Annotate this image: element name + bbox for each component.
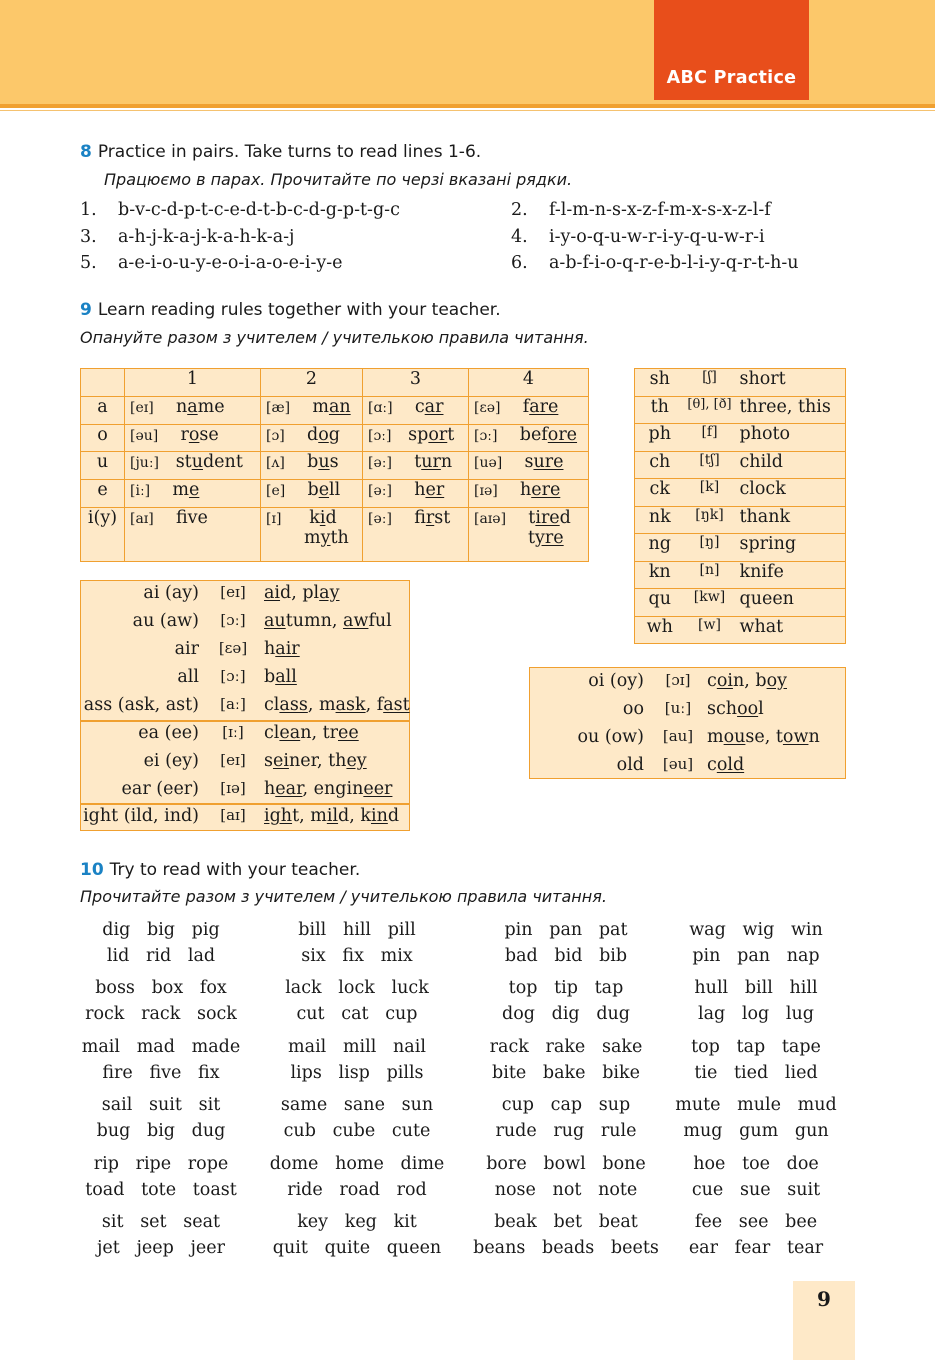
word-group: mute mule mud mug gum gun [675,1095,837,1141]
table-row [635,616,846,644]
rule-cell: [æ] man [261,396,363,424]
word-group: bore bowl bone nose not note [486,1154,646,1200]
table-row: oi (oy) [ɔɪ] coin, boy [588,671,787,691]
table-row: ai (ay) [eɪ] aid, play [143,583,340,603]
word-group: sit set seat jet jeep jeer [96,1212,226,1258]
digraph: ck [635,479,685,507]
example: spring [735,534,846,562]
table-row [635,451,846,479]
letter-combinations-table [80,580,410,831]
table-row [635,424,846,452]
table-row: ass (ask, ast) [aː] class, mask, fast [83,695,410,715]
example: short [735,369,846,397]
rule-cell: [əː] first [363,507,469,561]
rule-cell: [aɪ] five [125,507,261,561]
table-row [81,396,589,424]
table-row: oo [uː] school [622,699,764,719]
table-row [81,424,589,452]
rule-cell: [juː] student [125,452,261,480]
sound: [ʃ] [685,369,735,397]
digraph: ng [635,534,685,562]
table-row [635,479,846,507]
vowel-letter: e [81,480,125,508]
word-group: rip ripe rope toad tote toast [85,1154,237,1200]
rule-cell: [əː] turn [363,452,469,480]
word-group: hoe toe doe cue sue suit [691,1154,821,1200]
consonant-rules-table [634,368,846,644]
rule-cell: [iː] me [125,480,261,508]
task-10-subtitle: Прочитайте разом з учителем / учителькою правила читання. [80,887,607,906]
word-group: mail mill nail lips lisp pills [288,1037,426,1083]
sound: [w] [685,616,735,644]
table-row: air [ɛə] hair [174,639,300,659]
example: photo [735,424,846,452]
example: child [735,451,846,479]
table-row: au (aw) [ɔː] autumn, awful [132,611,392,631]
vowel-letter: a [81,396,125,424]
example: three, this [735,396,846,424]
rule-cell: [uə] sure [469,452,589,480]
rule-cell: [ɑː] car [363,396,469,424]
table-row: ight (ild, ind) [aɪ] ight, mild, kind [83,806,400,826]
task-text: Learn reading rules together with your teacher. [97,300,501,320]
word-group: same sane sun cub cube cute [280,1095,434,1141]
vowel-rules-table [80,368,589,562]
digraph: ph [635,424,685,452]
task-number: 8 [80,142,92,162]
rule-cell: [aɪə] tired tyre [469,507,589,561]
digraph: sh [635,369,685,397]
table-row: ou (ow) [au] mouse, town [577,727,820,747]
letter-line: 1. b-v-c-d-p-t-c-e-d-t-b-c-d-g-p-t-g-c [80,200,400,220]
word-group: boss box fox rock rack sock [85,978,237,1024]
digraph: th [635,396,685,424]
table-row: all [ɔː] ball [177,667,297,687]
rule-cell: [ɔ] dog [261,424,363,452]
word-group: rack rake sake bite bake bike [489,1037,643,1083]
sound: [tʃ] [685,451,735,479]
task-8-title [80,142,481,162]
rule-cell: [ɪ] kid myth [261,507,363,561]
example: what [735,616,846,644]
sound: [f] [685,424,735,452]
digraph: qu [635,589,685,617]
digraph: ch [635,451,685,479]
letter-line: 5. a-e-i-o-u-y-e-o-i-a-o-e-i-y-e [80,253,343,273]
table-row: old [əu] cold [616,755,745,775]
sound: [ŋ] [685,534,735,562]
task-9-title [80,300,501,320]
column-header: 3 [363,369,469,397]
rule-cell: [ɪə] here [469,480,589,508]
table-row [81,480,589,508]
word-group: lack lock luck cut cat cup [285,978,429,1024]
table-corner-cell [81,369,125,397]
word-group: fee see bee ear fear tear [688,1212,824,1258]
table-row: ear (eer) [ɪə] hear, engineer [121,779,393,799]
table-row [635,396,846,424]
sound: [kw] [685,589,735,617]
letter-line: 3. a-h-j-k-a-j-k-a-h-k-a-j [80,227,295,247]
vowel-letter: o [81,424,125,452]
page-number: 9 [793,1281,855,1360]
word-group: pin pan pat bad bid bib [504,920,628,966]
word-group: bill hill pill six fix mix [298,920,416,966]
word-group: top tip tap dog dig dug [502,978,630,1024]
task-10-title [80,860,360,880]
vowel-combinations-table [529,667,846,779]
sound: [ŋk] [685,506,735,534]
table-row [635,589,846,617]
table-row [635,369,846,397]
vowel-letter: i(y) [81,507,125,561]
rule-cell: [e] bell [261,480,363,508]
word-group: mail mad made fire five fix [81,1037,241,1083]
rule-cell: [ɔː] before [469,424,589,452]
example: queen [735,589,846,617]
letter-line: 2. f-l-m-n-s-x-z-f-m-x-s-x-z-l-f [511,200,771,220]
sound: [θ], [ð] [685,396,735,424]
section-tab: ABC Practice [654,0,809,100]
table-row: ei (ey) [eɪ] seiner, they [143,751,367,771]
table-row [81,507,589,561]
table-row [81,452,589,480]
word-group: key keg kit quit quite queen [272,1212,442,1258]
word-group: wag wig win pin pan nap [689,920,823,966]
digraph: nk [635,506,685,534]
example: knife [735,561,846,589]
rule-cell: [ɛə] fare [469,396,589,424]
word-group: dome home dime ride road rod [269,1154,445,1200]
word-group: beak bet beat beans beads beets [473,1212,659,1258]
rule-cell: [ɔː] sport [363,424,469,452]
word-group: cup cap sup rude rug rule [495,1095,637,1141]
rule-cell: [əː] her [363,480,469,508]
word-group: top tap tape tie tied lied [691,1037,821,1083]
word-group: hull bill hill lag log lug [694,978,818,1024]
column-header: 1 [125,369,261,397]
letter-line: 6. a-b-f-i-o-q-r-e-b-l-i-y-q-r-t-h-u [511,253,799,273]
digraph: wh [635,616,685,644]
table-header-row [81,369,589,397]
task-8-subtitle: Працюємо в парах. Прочитайте по черзі вказані рядки. [104,170,573,189]
word-group: sail suit sit bug big dug [96,1095,226,1141]
column-header: 4 [469,369,589,397]
sound: [k] [685,479,735,507]
header-divider [0,104,935,108]
task-text: Practice in pairs. Take turns to read lines 1-6. [97,142,482,162]
table-row [635,561,846,589]
rule-cell: [ʌ] bus [261,452,363,480]
vowel-letter: u [81,452,125,480]
task-9-subtitle: Опануйте разом з учителем / учителькою правила читання. [80,328,589,347]
column-header: 2 [261,369,363,397]
task-text: Try to read with your teacher. [109,860,361,880]
task-number: 9 [80,300,92,320]
example: thank [735,506,846,534]
digraph: kn [635,561,685,589]
rule-cell: [eɪ] name [125,396,261,424]
example: clock [735,479,846,507]
table-row [635,534,846,562]
header-divider-thin [0,110,935,111]
sound: [n] [685,561,735,589]
rule-cell: [əu] rose [125,424,261,452]
table-row: ea (ee) [ɪː] clean, tree [138,723,359,743]
task-number: 10 [80,860,104,880]
table-row [635,506,846,534]
word-group: dig big pig lid rid lad [102,920,220,966]
letter-line: 4. i-y-o-q-u-w-r-i-y-q-u-w-r-i [511,227,765,247]
